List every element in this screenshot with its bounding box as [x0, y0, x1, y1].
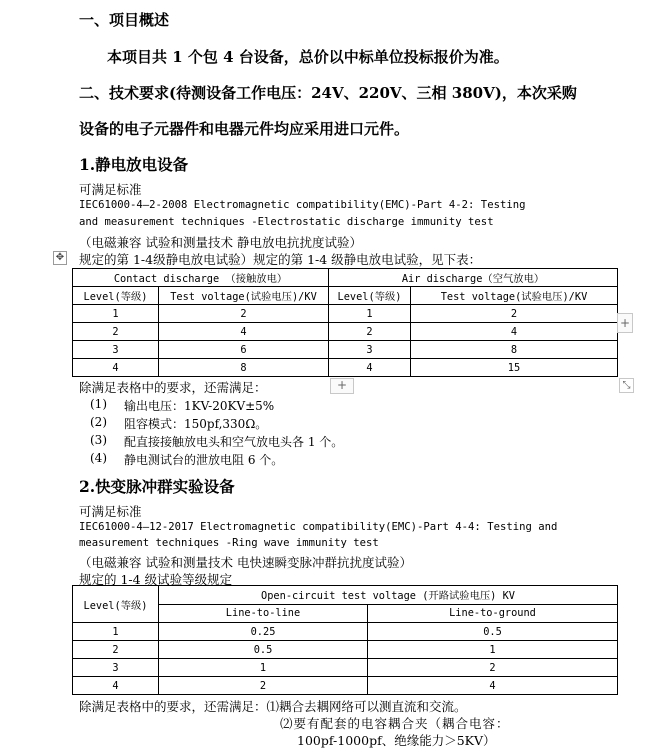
level-header: Level(等级) — [329, 287, 411, 305]
line-to-ground-header: Line-to-ground — [368, 604, 618, 623]
requirement-num: (3) — [90, 433, 107, 447]
requirement-text: 阻容模式：150pf,330Ω。 — [124, 417, 268, 431]
esd-extra-intro: 除满足表格中的要求，还需满足： — [79, 380, 267, 395]
table-move-handle-icon[interactable]: ✥ — [53, 251, 67, 265]
table-row — [73, 623, 618, 641]
esd-table — [72, 268, 618, 377]
table-cell: 8 — [411, 341, 618, 359]
table-cell: 3 — [73, 341, 159, 359]
table-row — [73, 677, 618, 695]
eft-table — [72, 585, 618, 695]
overview-text: 本项目共 1 个包 4 台设备，总价以中标单位投标报价为准。 — [107, 48, 509, 66]
table-cell: 4 — [73, 677, 159, 695]
table-cell: 6 — [159, 341, 329, 359]
table-cell: 2 — [73, 323, 159, 341]
requirement-num: (4) — [90, 451, 107, 465]
table-cell: 4 — [411, 323, 618, 341]
level-header: Level(等级) — [73, 287, 159, 305]
table-cell: 15 — [411, 359, 618, 377]
table-cell: 0.25 — [159, 623, 368, 641]
requirement-num: (1) — [90, 397, 107, 411]
table-cell: 4 — [73, 359, 159, 377]
eft-standard-label: 可满足标准 — [79, 504, 142, 519]
eft-standard-line1: IEC61000-4—12-2017 Electromagnetic compatibility(EMC)-Part 4-4: Testing and — [79, 521, 558, 533]
table-cell: 0.5 — [159, 641, 368, 659]
requirement-text: 输出电压：1KV-20KV±5% — [124, 399, 275, 413]
requirement-num: (2) — [90, 415, 107, 429]
table-cell: 4 — [159, 323, 329, 341]
esd-standard-line2: and measurement techniques -Electrostatic discharge immunity test — [79, 216, 494, 228]
table-row — [73, 359, 618, 377]
technical-heading-line2: 设备的电子元器件和电器元件均应采用进口元件。 — [79, 120, 410, 138]
table-cell: 4 — [368, 677, 618, 695]
eft-heading: 2.快变脉冲群实验设备 — [79, 477, 235, 496]
table-cell: 1 — [73, 623, 159, 641]
level-header: Level(等级) — [73, 586, 159, 623]
table-cell: 1 — [73, 305, 159, 323]
contact-discharge-header: Contact discharge （接触放电） — [73, 269, 329, 287]
eft-extra-line1: 除满足表格中的要求，还需满足：⑴耦合去耦网络可以测直流和交流。 — [79, 699, 467, 714]
table-cell: 2 — [329, 323, 411, 341]
eft-standard-cn: （电磁兼容 试验和测量技术 电快速瞬变脉冲群抗扰度试验） — [79, 555, 412, 570]
esd-standard-line1: IEC61000-4—2-2008 Electromagnetic compatibility(EMC)-Part 4-2: Testing — [79, 199, 526, 211]
eft-extra-line2: ⑵要有配套的电容耦合夹（耦合电容： — [280, 716, 510, 731]
table-cell: 4 — [329, 359, 411, 377]
eft-extra-line3: 100pf-1000pf、绝缘能力＞5KV） — [297, 733, 496, 748]
add-row-icon[interactable]: + — [330, 378, 354, 394]
esd-heading: 1.静电放电设备 — [79, 155, 189, 174]
test-voltage-header: Test voltage(试验电压)/KV — [159, 287, 329, 305]
esd-standard-cn: （电磁兼容 试验和测量技术 静电放电抗扰度试验） — [79, 235, 362, 250]
table-cell: 8 — [159, 359, 329, 377]
table-cell: 2 — [411, 305, 618, 323]
table-row — [73, 659, 618, 677]
section-heading-overview: 一、项目概述 — [79, 11, 170, 29]
add-column-icon[interactable]: + — [617, 313, 633, 333]
eft-table-intro: 规定的 1-4 级试验等级规定 — [79, 572, 233, 587]
table-cell: 2 — [73, 641, 159, 659]
test-voltage-header: Test voltage(试验电压)/KV — [411, 287, 618, 305]
open-circuit-header: Open-circuit test voltage (开路试验电压) KV — [159, 586, 618, 605]
table-row — [73, 341, 618, 359]
table-cell: 2 — [159, 677, 368, 695]
table-cell: 3 — [73, 659, 159, 677]
esd-standard-label: 可满足标准 — [79, 182, 142, 197]
esd-table-intro: 规定的第 1-4级静电放电试验）规定的第 1-4 级静电放电试验，见下表： — [79, 252, 482, 267]
requirement-text: 静电测试台的泄放电阻 6 个。 — [124, 453, 284, 467]
table-cell: 1 — [329, 305, 411, 323]
line-to-line-header: Line-to-line — [159, 604, 368, 623]
table-cell: 0.5 — [368, 623, 618, 641]
table-row — [73, 305, 618, 323]
table-cell: 1 — [368, 641, 618, 659]
resize-handle-icon[interactable]: ⤡ — [619, 378, 634, 393]
air-discharge-header: Air discharge（空气放电） — [329, 269, 618, 287]
section-heading-technical: 二、技术要求(待测设备工作电压：24V、220V、三相 380V)，本次采购 — [79, 84, 577, 102]
table-row — [73, 323, 618, 341]
table-cell: 1 — [159, 659, 368, 677]
table-cell: 2 — [368, 659, 618, 677]
table-cell: 2 — [159, 305, 329, 323]
table-row — [73, 641, 618, 659]
requirement-text: 配直接接触放电头和空气放电头各 1 个。 — [124, 435, 344, 449]
table-cell: 3 — [329, 341, 411, 359]
eft-standard-line2: measurement techniques -Ring wave immunity test — [79, 537, 379, 549]
